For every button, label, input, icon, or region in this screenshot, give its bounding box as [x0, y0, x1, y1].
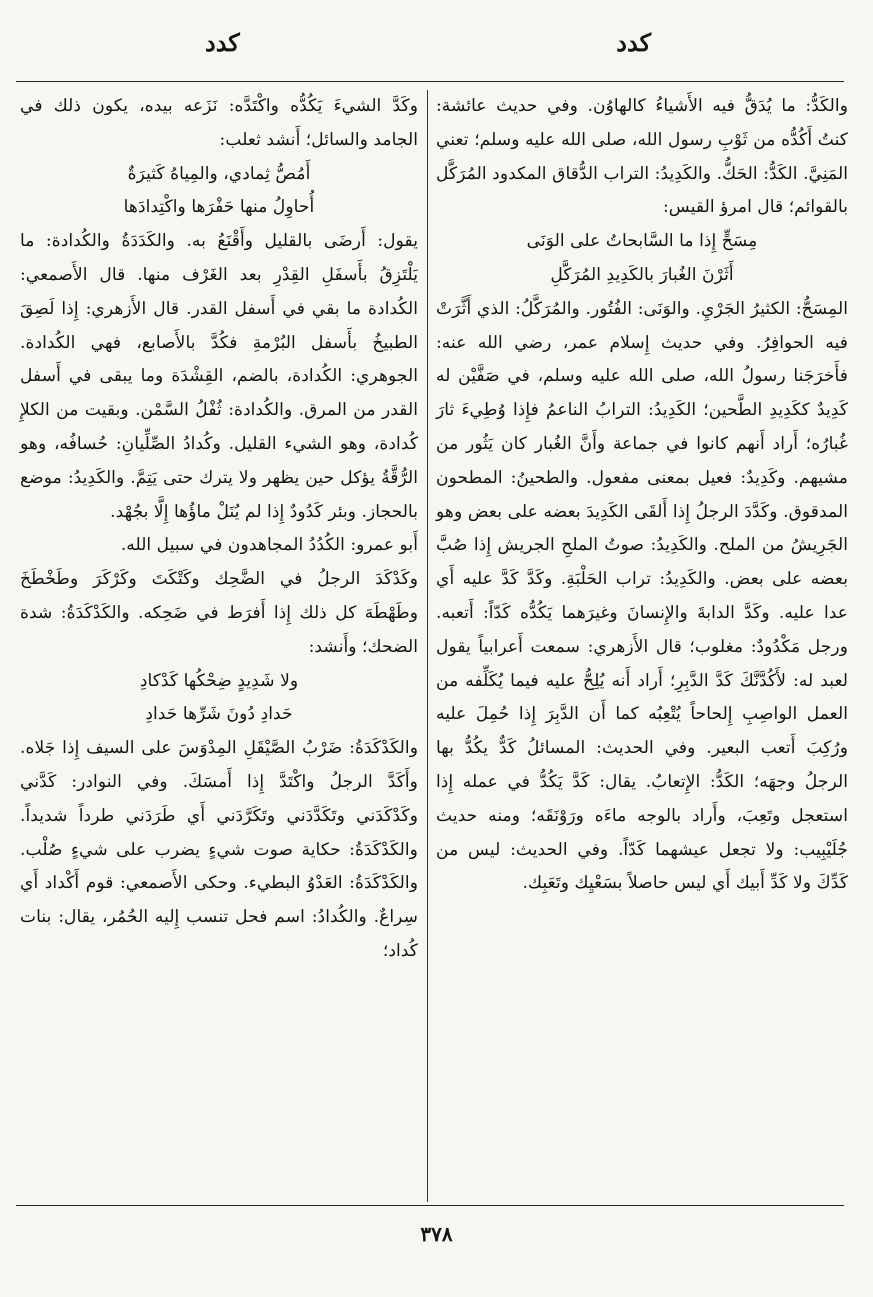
left-column [20, 90, 418, 969]
entry-paragraph: المِسَحُّ: الكثيرُ الجَرْيِ. والوَنَى: الفُتُور. والمُرَكَّلُ: الذي أَثَّرَتْ فيه الحوافِرُ. وفي حديث إِسلام عمر، رضي الله عنه: فأَخرَجَنا رسولُ الله، صلى الله عليه وسلم، في صَفَّيْن له كَدِيدٌ ككَدِيدِ الطَّحين؛ الكَدِيدُ: الترابُ الناعمُ فإِذا وُطِيءَ ثارَ غُبارُه؛ أَراد أَنهم كانوا في جماعة وأَنَّ الغُبار كان يَثُور من مشيهم. وكَدِيدٌ: فعيل بمعنى مفعول. والطحينُ: المطحون المدقوق. وكَدَّدَ الرجلُ إِذا أَلقَى الكَدِيدَ بعضه على بعض وهو الجَرِيشُ من الملح. والكَدِيدُ: صوتُ الملحِ الجريش إِذا صُبَّ بعضه على بعض. والكَدِيدُ: تراب الحَلْبَةِ. وكَدَّ كَدَّ عليه أَي عدا عليه. وكَدَّ الدابةَ والإِنسانَ وغيرَهما يَكُدُّه كَدّاً: أَتعبه. ورجل مَكْدُودٌ: مغلوب؛ قال الأَزهري: سمعت أَعرابياً يقول لعبد له: لأَكُدَّنَّكَ كَدَّ الدَّبِرِ؛ أَراد أَنه يُلِحُّ عليه فيما يُكَلِّفه من العمل الواصِبِ إِلحاحاً يُتْعِبُه كما أَن الدَّبِرَ إِذا حُمِلَ عليه ورُكِبَ أَتعب البعير. وفي الحديث: المسائلُ كَدٌّ يكُدُّ بها الرجلُ وجهَه؛ الكَدُّ: الإِتعابُ. يقال: كَدَّ يَكُدُّ في عمله إِذا استعجل وتَعِبَ، وأَراد بالوجه ماءَه ورَوْنَقَه؛ ومنه حديث جُلَيْبِيب: ولا تجعل عيشهما كَدّاً. وفي الحديث: ليس من كَدِّكَ ولا كَدِّ أَبيك أَي ليس حاصلاً بسَعْيِك وتَعَبِك. [436, 298, 848, 894]
verse-line: حَدادِ دُونَ شَرِّها حَدادِ [145, 704, 293, 725]
header-root-word-right: كدد [616, 28, 651, 57]
entry-paragraph: والكَدْكَدَةُ: ضَرْبُ الصَّيْقَلِ المِدْوَسَ على السيف إِذا جَلاه. وأَكَدَّ الرجلُ واكْتَدَّ إِذا أَمسَكَ. وفي النوادر: كَدَّني وكَدْكَدَني وتَكَدَّدَني وتَكَرَّدَني أَي طَرَدَني طرداً شديداً. والكَدْكَدَةُ: حكاية صوت شيءٍ يضرب على شيءٍ صُلْب. والكَدْكَدَةُ: العَدْوُ البطيء. وحكى الأَصمعي: قوم أَكْداد أَي سِراعٌ. والكُدادُ: اسم فحل تنسب إِليه الحُمُر، يقال: بنات كُداد؛ [20, 738, 418, 961]
footer-rule [16, 1205, 844, 1206]
column-divider [427, 90, 428, 1202]
right-column [436, 90, 848, 901]
header-rule [16, 81, 844, 82]
entry-paragraph: وكَدَّ الشيءَ يَكُدُّه واكْتَدَّه: نَزَعه بيده، يكون ذلك في الجامد والسائل؛ أَنشد ثعلب: [20, 96, 418, 150]
verse-line: مِسَحٍّ إِذا ما السَّابحاتُ على الوَنَى [526, 231, 758, 252]
entry-paragraph: يقول: أَرضَى بالقليل وأَقْنَعُ به. والكَدَدَةُ والكُدادة: ما يَلْتَزِقُ بأَسفَلِ القِدْرِ بعد الغَرْف منها. قال الأَصمعي: الكُدادة ما بقي في أَسفل القدر. قال الأَزهري: إِذا لَصِقَ الطبيخُ بأَسفل البُرْمةِ فكُدَّ بالأَصابع، فهي الكُدادة. الجوهري: الكُدادة، بالضم، القِشْدَة وما يبقى في أَسفل القدر من المرق. والكُدادة: ثُفْلُ السَّمْن. وبقيت من الكلإِ كُدادة، وهو الشيء القليل. وكُدادُ الصِّلِّيانِ: حُسافُه، وهو الرُّقَّةُ يؤكل حين يظهر ولا يترك حتى يَتِمَّ. والكَدِيدُ: موضع بالحجاز. وبئر كَدُودٌ إِذا لم يُنَلْ ماؤُها إِلَّا بجُهْد. [20, 231, 418, 522]
page-header [0, 28, 873, 68]
verse-line: أُحاوِلُ منها حَفْرَها واكْتِدادَها [123, 197, 315, 218]
entry-paragraph: وكَدْكَدَ الرجلُ في الضَّحِك وكَتْكَتَ وكَرْكَرَ وطَخْطَخَ وطَهْطَهَ كل ذلك إِذا أَفرَط في ضَحِكه. والكَدْكَدَةُ: شدة الضحك؛ وأَنشد: [20, 569, 418, 657]
entry-paragraph: والكَدُّ: ما يُدَقُّ فيه الأَشياءُ كالهاوُن. وفي حديث عائشة: كنتُ أَكُدُّه من ثَوْبِ رسول الله، صلى الله عليه وسلم؛ تعني المَنِيَّ. الكَدُّ: الحَكُّ. والكَدِيدُ: التراب الدُّقاق المكدود المُرَكَّل بالقوائم؛ قال امرؤ القيس: [436, 96, 848, 218]
entry-paragraph: أَبو عمرو: الكُدُدُ المجاهدون في سبيل الله. [120, 535, 418, 556]
verse-line: أَمُصُّ ثِمادي، والمِياهُ كَثيرَةٌ [127, 163, 311, 184]
header-root-word-left: كدد [205, 28, 240, 57]
page-number: ٣٧٨ [420, 1222, 453, 1246]
verse-line: ولا شَدِيدٍ ضِحْكُها كَدْكادِ [139, 670, 299, 691]
verse-line: أَثَرْنَ الغُبارَ بالكَدِيدِ المُرَكَّلِ [550, 264, 734, 285]
